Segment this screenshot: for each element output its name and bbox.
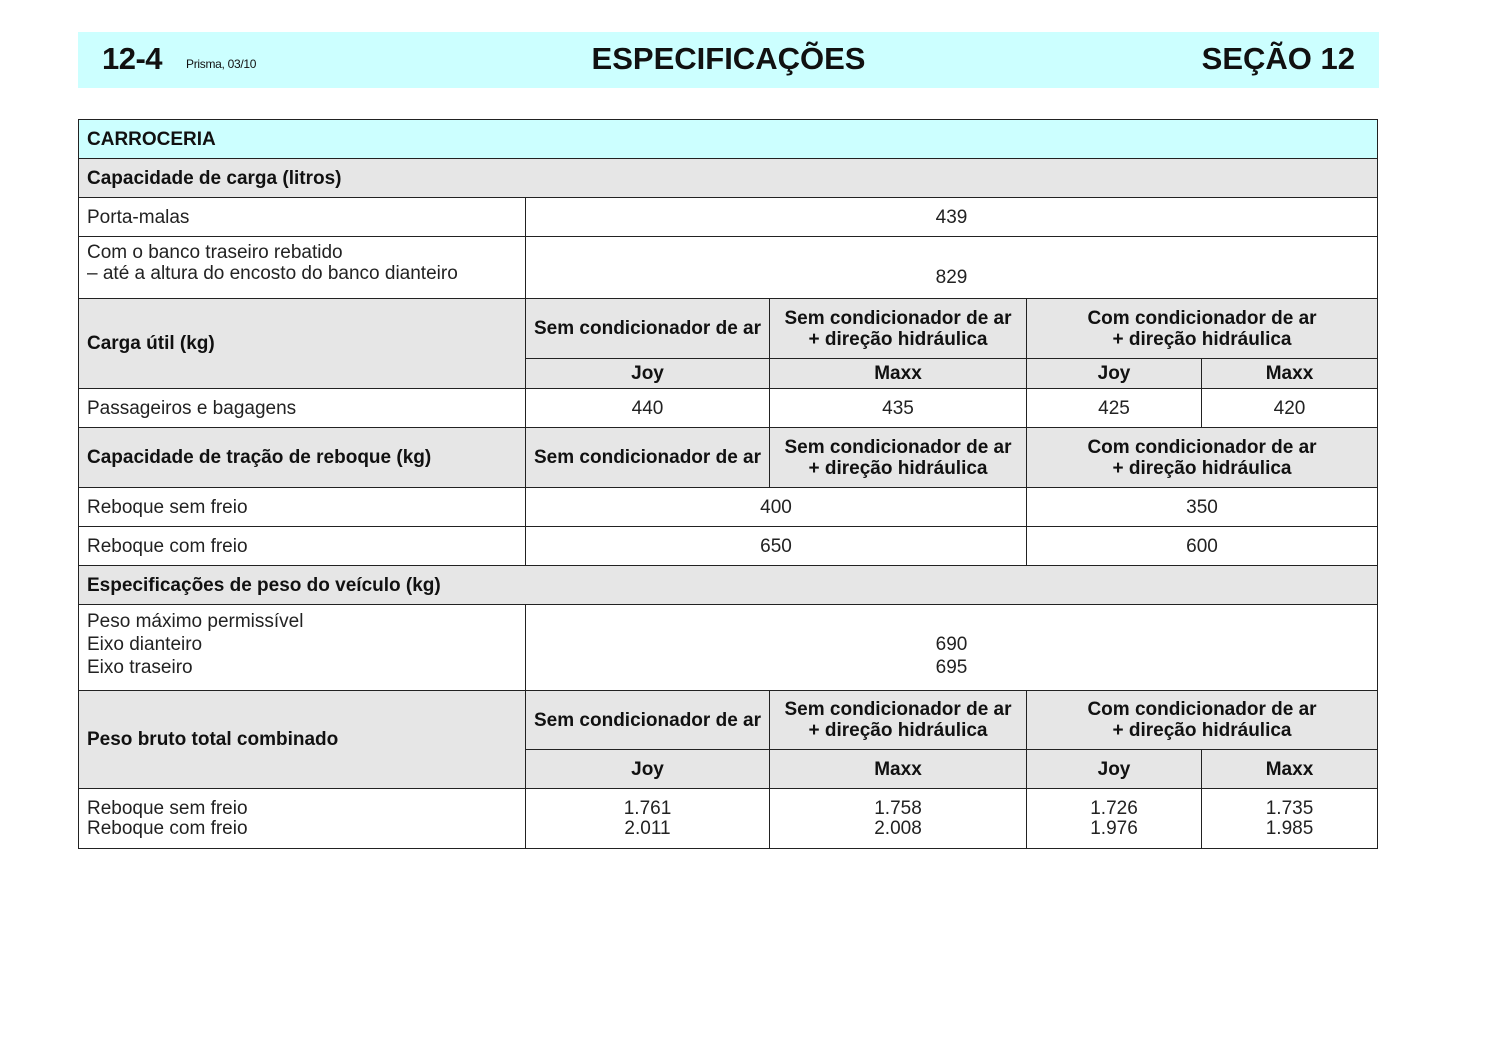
table-row	[79, 527, 1378, 566]
payload-value: 435	[770, 389, 1027, 428]
col-ac-ps	[1027, 428, 1378, 488]
weight-label-max: Peso máximo permissível	[87, 611, 304, 632]
payload-value: 420	[1202, 389, 1378, 428]
weight-heading: Especificações de peso do veículo (kg)	[79, 566, 1378, 605]
col-no-ac-ps	[770, 428, 1027, 488]
col-no-ac-ps	[770, 299, 1027, 359]
rear-axle-value: 695	[935, 657, 968, 678]
tow-no-brake-value: 400	[526, 488, 1027, 527]
col-ac-ps-line-2: + direção hidráulica	[1112, 328, 1292, 350]
cargo-heading: Capacidade de carga (litros)	[79, 159, 1378, 198]
col-ac-ps-line-2: + direção hidráulica	[1112, 457, 1292, 479]
folded-seat-value: 829	[526, 237, 1378, 299]
tow-no-brake-label: Reboque sem freio	[79, 488, 526, 527]
table-row	[79, 299, 1378, 359]
gcw-value-brake: 1.985	[1265, 817, 1314, 839]
page-title: ESPECIFICAÇÕES	[591, 41, 866, 76]
specifications-table	[78, 119, 1378, 849]
section-label: SEÇÃO 12	[1201, 41, 1355, 76]
weight-label-front-axle: Eixo dianteiro	[87, 634, 203, 655]
trunk-label: Porta-malas	[79, 198, 526, 237]
payload-sub-joy: Joy	[526, 359, 770, 389]
folded-seat-label	[79, 237, 526, 299]
tow-no-brake-value: 350	[1027, 488, 1378, 527]
table-row	[79, 488, 1378, 527]
payload-value: 425	[1027, 389, 1202, 428]
page-number: 12-4	[102, 41, 163, 76]
gcw-value-no-brake: 1.735	[1265, 797, 1314, 819]
gcw-heading: Peso bruto total combinado	[79, 691, 526, 789]
weight-label-rear-axle: Eixo traseiro	[87, 657, 193, 678]
tow-brake-value: 600	[1027, 527, 1378, 566]
weight-labels	[79, 605, 526, 691]
gcw-value-no-brake: 1.726	[1090, 797, 1138, 819]
gcw-sub-joy: Joy	[526, 750, 770, 789]
col-no-ac-ps-line-2: + direção hidráulica	[808, 328, 988, 350]
payload-value: 440	[526, 389, 770, 428]
table-row	[79, 120, 1378, 159]
tow-brake-value: 650	[526, 527, 1027, 566]
gcw-values	[1027, 789, 1202, 849]
trunk-value: 439	[526, 198, 1378, 237]
payload-sub-maxx: Maxx	[770, 359, 1027, 389]
gcw-values	[770, 789, 1027, 849]
tow-brake-label: Reboque com freio	[79, 527, 526, 566]
gcw-labels	[79, 789, 526, 849]
gcw-sub-joy: Joy	[1027, 750, 1202, 789]
front-axle-value: 690	[935, 634, 968, 655]
col-no-ac-ps-line-2: + direção hidráulica	[808, 457, 988, 479]
payload-sub-joy: Joy	[1027, 359, 1202, 389]
weight-values	[526, 605, 1378, 691]
gcw-label-brake: Reboque com freio	[87, 817, 248, 839]
col-no-ac: Sem condicionador de ar	[526, 691, 770, 750]
folded-seat-label-line-1: Com o banco traseiro rebatido	[87, 242, 343, 263]
col-no-ac-ps-line-2: + direção hidráulica	[808, 720, 988, 741]
col-ac-ps-line-1: Com condicionador de ar	[1087, 436, 1317, 458]
col-no-ac-ps-line-1: Sem condicionador de ar	[784, 699, 1012, 720]
table-row	[79, 691, 1378, 750]
gcw-value-brake: 2.008	[874, 817, 922, 839]
col-ac-ps-line-1: Com condicionador de ar	[1087, 307, 1317, 329]
table-row	[79, 428, 1378, 488]
gcw-sub-maxx: Maxx	[1202, 750, 1378, 789]
table-row	[79, 605, 1378, 691]
page-header	[78, 32, 1379, 88]
gcw-value-brake: 1.976	[1090, 817, 1138, 839]
col-no-ac: Sem condicionador de ar	[526, 299, 770, 359]
col-no-ac: Sem condicionador de ar	[526, 428, 770, 488]
col-no-ac-ps-line-1: Sem condicionador de ar	[784, 307, 1012, 329]
table-row	[79, 789, 1378, 849]
payload-heading: Carga útil (kg)	[79, 299, 526, 389]
payload-row-label: Passageiros e bagagens	[79, 389, 526, 428]
col-ac-ps	[1027, 691, 1378, 750]
table-row	[79, 566, 1378, 605]
gcw-value-brake: 2.011	[624, 817, 671, 839]
gcw-value-no-brake: 1.758	[874, 797, 922, 819]
table-row	[79, 389, 1378, 428]
gcw-values	[526, 789, 770, 849]
col-ac-ps-line-2: + direção hidráulica	[1112, 720, 1292, 741]
col-ac-ps-line-1: Com condicionador de ar	[1087, 699, 1317, 720]
gcw-label-no-brake: Reboque sem freio	[87, 797, 248, 819]
col-no-ac-ps	[770, 691, 1027, 750]
gcw-sub-maxx: Maxx	[770, 750, 1027, 789]
folded-seat-label-line-2: – até a altura do encosto do banco dianteiro	[87, 263, 458, 284]
table-row	[79, 237, 1378, 299]
table-row	[79, 159, 1378, 198]
towing-heading: Capacidade de tração de reboque (kg)	[79, 428, 526, 488]
payload-sub-maxx: Maxx	[1202, 359, 1378, 389]
section-title: CARROCERIA	[79, 120, 1378, 159]
gcw-values	[1202, 789, 1378, 849]
table-row	[79, 198, 1378, 237]
col-no-ac-ps-line-1: Sem condicionador de ar	[784, 436, 1012, 458]
col-ac-ps	[1027, 299, 1378, 359]
document-reference: Prisma, 03/10	[186, 57, 257, 71]
gcw-value-no-brake: 1.761	[623, 797, 672, 819]
